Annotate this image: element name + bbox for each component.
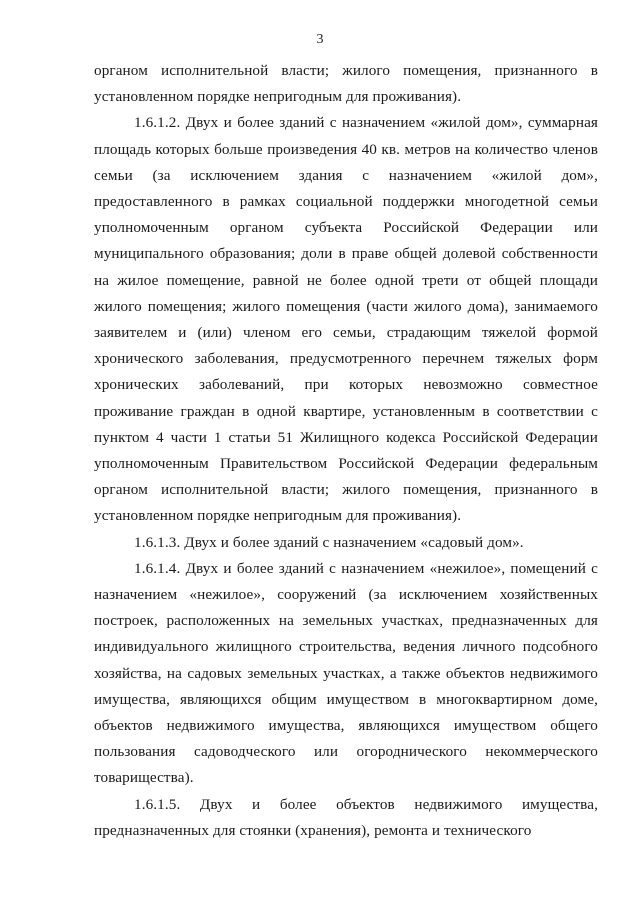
paragraph-1-6-1-4: 1.6.1.4. Двух и более зданий с назначением «нежилое», помещений с назначением «нежилое», сооружений (за исключением хозяйственных построек, расположенных на земельных участках, предназначенных для индивидуального жилищного строительства, ведения личного подсобного хозяйства, на садовых земельных участках, а также объектов недвижимого имущества, являющихся общим имуществом в многоквартирном доме, объектов недвижимого имущества, являющихся имуществом общего пользования садоводческого или огороднического некоммерческого товарищества). bbox=[94, 559, 598, 787]
page-number: 3 bbox=[316, 32, 324, 47]
document-body bbox=[94, 58, 598, 844]
paragraph-continuation: органом исполнительной власти; жилого помещения, признанного в установленном порядке непригодным для проживания). bbox=[94, 62, 598, 106]
paragraph-1-6-1-5: 1.6.1.5. Двух и более объектов недвижимого имущества, предназначенных для стоянки (хранения), ремонта и технического bbox=[94, 795, 598, 839]
paragraph-1-6-1-2: 1.6.1.2. Двух и более зданий с назначением «жилой дом», суммарная площадь которых больше произведения 40 кв. метров на количество членов семьи (за исключением здания с назначением «жилой дом», предоставленного в рамках социальной поддержки многодетной семьи уполномоченным органом субъекта Российской Федерации или муниципального образования; доли в праве общей долевой собственности на жилое помещение, равной не более одной трети от общей площади жилого помещения; жилого помещения (части жилого дома), занимаемого заявителем и (или) членом его семьи, страдающим тяжелой формой хронического заболевания, предусмотренного перечнем тяжелых форм хронических заболеваний, при которых невозможно совместное проживание граждан в одной квартире, установленным в соответствии с пунктом 4 части 1 статьи 51 Жилищного кодекса Российской Федерации уполномоченным Правительством Российской Федерации федеральным органом исполнительной власти; жилого помещения, признанного в установленном порядке непригодным для проживания). bbox=[94, 114, 598, 525]
paragraph-1-6-1-3: 1.6.1.3. Двух и более зданий с назначением «садовый дом». bbox=[134, 533, 524, 551]
